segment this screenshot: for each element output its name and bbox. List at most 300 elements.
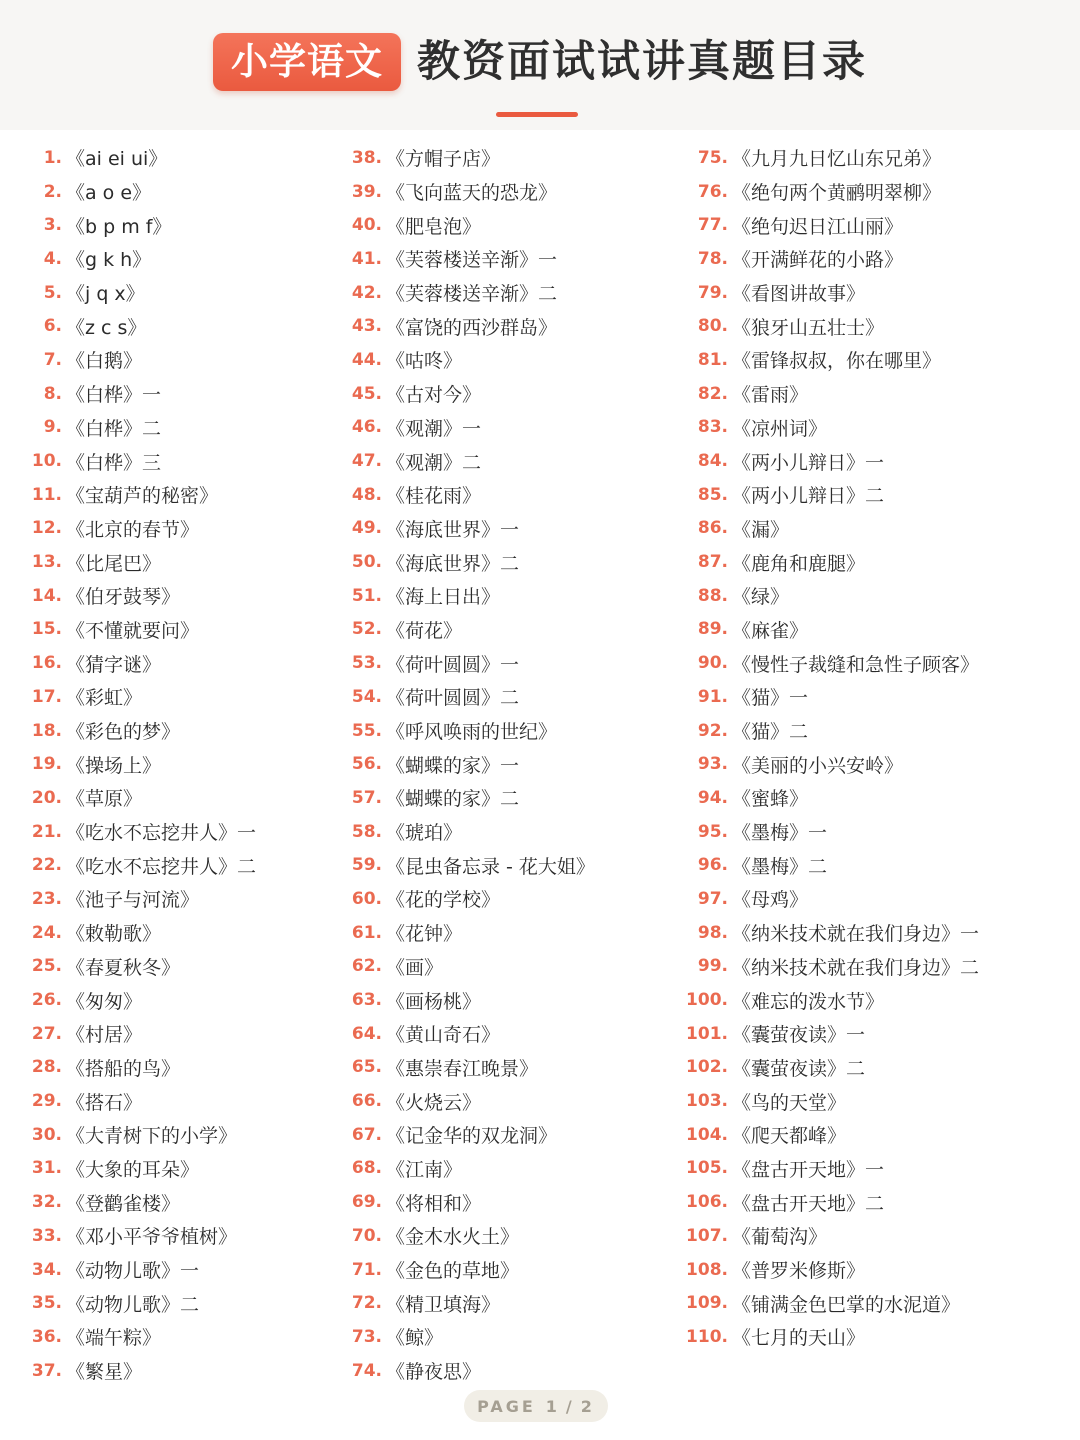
toc-item-number: 101. <box>686 1023 728 1044</box>
toc-item-number: 86. <box>697 518 728 539</box>
toc-item-title: 《金木水火土》 <box>386 1226 520 1249</box>
toc-item <box>680 680 979 714</box>
toc-item-number: 62. <box>351 956 382 977</box>
toc-item <box>24 343 256 377</box>
toc-item-title: 《村居》 <box>66 1024 143 1047</box>
toc-item-title: 《花的学校》 <box>386 889 501 912</box>
toc-item-title: 《操场上》 <box>66 754 162 777</box>
toc-item-title: 《邓小平爷爷植树》 <box>66 1226 238 1249</box>
toc-item-title: 《看图讲故事》 <box>732 283 866 306</box>
toc-item-number: 72. <box>351 1293 382 1314</box>
toc-item-number: 14. <box>31 585 62 606</box>
toc-item-title: 《鸟的天堂》 <box>732 1091 847 1114</box>
toc-item-title: 《猫》一 <box>732 687 809 710</box>
toc-item-number: 98. <box>697 922 728 943</box>
toc-item <box>24 613 256 647</box>
title-underline <box>496 112 578 117</box>
toc-item-number: 79. <box>697 282 728 303</box>
toc-item-title: 《狼牙山五壮士》 <box>732 316 885 339</box>
toc-item <box>680 1118 979 1152</box>
toc-item-number: 68. <box>351 1158 382 1179</box>
toc-item-number: 43. <box>351 316 382 337</box>
toc-item-number: 57. <box>351 787 382 808</box>
toc-item-title: 《搭石》 <box>66 1091 143 1114</box>
toc-item <box>680 579 979 613</box>
toc-item-title: 《火烧云》 <box>386 1091 482 1114</box>
toc-item <box>24 411 256 445</box>
toc-item <box>680 1084 979 1118</box>
toc-item-title: 《匆匆》 <box>66 990 143 1013</box>
toc-item-title: 《画杨桃》 <box>386 990 482 1013</box>
toc-item <box>680 478 979 512</box>
toc-item-title: 《大青树下的小学》 <box>66 1125 238 1148</box>
toc-item <box>340 309 595 343</box>
toc-item-title: 《咕咚》 <box>386 350 463 373</box>
toc-item-title: 《海上日出》 <box>386 586 501 609</box>
toc-item-number: 109. <box>686 1293 728 1314</box>
toc-item-number: 91. <box>697 686 728 707</box>
toc-item-number: 51. <box>351 585 382 606</box>
toc-item <box>340 882 595 916</box>
toc-item-number: 34. <box>31 1259 62 1280</box>
toc-item <box>24 377 256 411</box>
toc-item-number: 77. <box>697 215 728 236</box>
toc-item-title: 《j q x》 <box>66 283 145 306</box>
toc-item-number: 35. <box>31 1293 62 1314</box>
toc-column-3 <box>680 141 979 1354</box>
toc-item-title: 《观潮》二 <box>386 451 482 474</box>
toc-item <box>24 1152 256 1186</box>
toc-item-number: 90. <box>697 653 728 674</box>
toc-item-number: 46. <box>351 417 382 438</box>
toc-item <box>340 646 595 680</box>
toc-item-number: 83. <box>697 417 728 438</box>
toc-item-title: 《a o e》 <box>66 182 152 205</box>
toc-item-number: 4. <box>43 248 62 269</box>
page-label: PAGE <box>477 1396 536 1416</box>
toc-item-number: 22. <box>31 855 62 876</box>
toc-item-title: 《记金华的双龙洞》 <box>386 1125 558 1148</box>
toc-item-number: 18. <box>31 720 62 741</box>
toc-item-title: 《富饶的西沙群岛》 <box>386 316 558 339</box>
toc-item-title: 《两小儿辩日》一 <box>732 451 885 474</box>
toc-item <box>680 545 979 579</box>
toc-item-title: 《敕勒歌》 <box>66 923 162 946</box>
toc-item <box>340 478 595 512</box>
toc-item-number: 33. <box>31 1225 62 1246</box>
toc-item <box>24 141 256 175</box>
toc-item-number: 103. <box>686 1091 728 1112</box>
toc-item-number: 87. <box>697 552 728 573</box>
toc-item <box>24 242 256 276</box>
toc-item-title: 《黄山奇石》 <box>386 1024 501 1047</box>
toc-item <box>680 444 979 478</box>
toc-item-title: 《不懂就要问》 <box>66 619 200 642</box>
toc-item <box>24 983 256 1017</box>
toc-item-title: 《绝句迟日江山丽》 <box>732 215 904 238</box>
toc-item-title: 《静夜思》 <box>386 1361 482 1384</box>
toc-item <box>680 950 979 984</box>
toc-item <box>680 276 979 310</box>
toc-item <box>340 141 595 175</box>
toc-item-title: 《白鹅》 <box>66 350 143 373</box>
toc-item-title: 《g k h》 <box>66 249 152 272</box>
toc-item <box>24 1118 256 1152</box>
toc-item-number: 25. <box>31 956 62 977</box>
toc-item <box>340 411 595 445</box>
toc-item <box>24 208 256 242</box>
toc-item-title: 《端午粽》 <box>66 1327 162 1350</box>
toc-item-number: 107. <box>686 1225 728 1246</box>
page-title: 教资面试试讲真题目录 <box>417 37 867 87</box>
toc-item-number: 28. <box>31 1057 62 1078</box>
toc-item-title: 《方帽子店》 <box>386 148 501 171</box>
toc-item-number: 40. <box>351 215 382 236</box>
toc-item-title: 《囊萤夜读》二 <box>732 1057 866 1080</box>
page-total: 2 <box>580 1396 595 1416</box>
toc-item-title: 《琥珀》 <box>386 822 463 845</box>
toc-item-number: 44. <box>351 349 382 370</box>
toc-item-number: 30. <box>31 1124 62 1145</box>
toc-item <box>340 377 595 411</box>
toc-item-title: 《荷花》 <box>386 619 463 642</box>
toc-item-title: 《美丽的小兴安岭》 <box>732 754 904 777</box>
toc-item-title: 《飞向蓝天的恐龙》 <box>386 182 558 205</box>
toc-item-title: 《漏》 <box>732 518 790 541</box>
toc-item <box>680 411 979 445</box>
toc-item <box>680 1152 979 1186</box>
toc-item <box>340 983 595 1017</box>
toc-item <box>24 815 256 849</box>
toc-item-title: 《比尾巴》 <box>66 552 162 575</box>
toc-item <box>340 175 595 209</box>
toc-item-number: 9. <box>43 417 62 438</box>
toc-item <box>340 1051 595 1085</box>
toc-item-title: 《墨梅》一 <box>732 822 828 845</box>
toc-item <box>24 579 256 613</box>
toc-item-title: 《纳米技术就在我们身边》一 <box>732 923 980 946</box>
toc-item-title: 《两小儿辩日》二 <box>732 485 885 508</box>
toc-item-number: 108. <box>686 1259 728 1280</box>
toc-item-title: 《登鹳雀楼》 <box>66 1192 181 1215</box>
toc-item-title: 《绝句两个黄鹂明翠柳》 <box>732 182 942 205</box>
toc-item <box>680 1185 979 1219</box>
toc-item-title: 《动物儿歌》二 <box>66 1293 200 1316</box>
toc-item <box>24 276 256 310</box>
toc-item-number: 45. <box>351 383 382 404</box>
toc-item-title: 《池子与河流》 <box>66 889 200 912</box>
toc-item <box>340 1017 595 1051</box>
toc-item <box>340 714 595 748</box>
toc-item-number: 52. <box>351 619 382 640</box>
toc-item-number: 49. <box>351 518 382 539</box>
toc-item-title: 《墨梅》二 <box>732 855 828 878</box>
toc-item <box>680 646 979 680</box>
toc-item-number: 26. <box>31 990 62 1011</box>
toc-item-number: 12. <box>31 518 62 539</box>
toc-item-title: 《蜜蜂》 <box>732 788 809 811</box>
toc-item <box>680 882 979 916</box>
toc-item <box>680 613 979 647</box>
toc-item-number: 64. <box>351 1023 382 1044</box>
toc-item <box>340 1354 595 1388</box>
toc-item <box>680 916 979 950</box>
toc-item <box>680 377 979 411</box>
toc-item-title: 《凉州词》 <box>732 417 828 440</box>
toc-item-number: 96. <box>697 855 728 876</box>
toc-item <box>680 781 979 815</box>
toc-item-title: 《宝葫芦的秘密》 <box>66 485 219 508</box>
toc-item-number: 15. <box>31 619 62 640</box>
toc-item <box>680 208 979 242</box>
toc-item <box>24 512 256 546</box>
toc-item-title: 《古对今》 <box>386 384 482 407</box>
toc-item-number: 81. <box>697 349 728 370</box>
toc-item <box>680 983 979 1017</box>
toc-item-number: 3. <box>43 215 62 236</box>
toc-item-number: 39. <box>351 181 382 202</box>
toc-item <box>340 613 595 647</box>
toc-item-number: 70. <box>351 1225 382 1246</box>
toc-item <box>340 916 595 950</box>
toc-item-title: 《彩虹》 <box>66 687 143 710</box>
toc-item-number: 63. <box>351 990 382 1011</box>
toc-item-title: 《芙蓉楼送辛渐》二 <box>386 283 558 306</box>
toc-item <box>680 1320 979 1354</box>
toc-item <box>340 1286 595 1320</box>
toc-item <box>24 646 256 680</box>
toc-item <box>24 848 256 882</box>
toc-item-number: 80. <box>697 316 728 337</box>
toc-item <box>24 714 256 748</box>
toc-item <box>340 1320 595 1354</box>
toc-item-number: 54. <box>351 686 382 707</box>
toc-item <box>24 680 256 714</box>
toc-item-title: 《爬天都峰》 <box>732 1125 847 1148</box>
toc-item-title: 《七月的天山》 <box>732 1327 866 1350</box>
toc-item-number: 99. <box>697 956 728 977</box>
toc-item <box>680 1017 979 1051</box>
toc-item <box>680 141 979 175</box>
toc-item-title: 《北京的春节》 <box>66 518 200 541</box>
toc-item-title: 《绿》 <box>732 586 790 609</box>
toc-item-number: 31. <box>31 1158 62 1179</box>
toc-item-number: 58. <box>351 821 382 842</box>
toc-item-title: 《慢性子裁缝和急性子顾客》 <box>732 653 980 676</box>
toc-item-title: 《白桦》二 <box>66 417 162 440</box>
toc-item <box>340 950 595 984</box>
toc-item-number: 7. <box>43 349 62 370</box>
toc-item-number: 24. <box>31 922 62 943</box>
toc-item-number: 92. <box>697 720 728 741</box>
toc-item-number: 13. <box>31 552 62 573</box>
toc-column-2 <box>340 141 595 1387</box>
toc-item <box>680 815 979 849</box>
toc-item <box>24 882 256 916</box>
toc-item-title: 《z c s》 <box>66 316 147 339</box>
toc-item-title: 《鲸》 <box>386 1327 444 1350</box>
toc-item-number: 71. <box>351 1259 382 1280</box>
toc-item-number: 67. <box>351 1124 382 1145</box>
toc-item-title: 《海底世界》一 <box>386 518 520 541</box>
toc-item-number: 48. <box>351 484 382 505</box>
page-separator: / <box>565 1396 575 1416</box>
toc-item <box>340 1118 595 1152</box>
toc-item <box>24 781 256 815</box>
toc-item <box>340 781 595 815</box>
toc-item-number: 27. <box>31 1023 62 1044</box>
toc-item-number: 5. <box>43 282 62 303</box>
toc-item-title: 《蝴蝶的家》二 <box>386 788 520 811</box>
toc-item-title: 《雷雨》 <box>732 384 809 407</box>
toc-item-number: 38. <box>351 147 382 168</box>
toc-item <box>24 1084 256 1118</box>
toc-item <box>340 242 595 276</box>
toc-item <box>680 309 979 343</box>
toc-item-title: 《母鸡》 <box>732 889 809 912</box>
toc-item-title: 《惠崇春江晚景》 <box>386 1057 539 1080</box>
toc-item-title: 《昆虫备忘录 - 花大姐》 <box>386 855 595 878</box>
toc-item-title: 《海底世界》二 <box>386 552 520 575</box>
toc-item-number: 104. <box>686 1124 728 1145</box>
toc-item-title: 《盘古开天地》二 <box>732 1192 885 1215</box>
toc-item <box>680 1286 979 1320</box>
toc-item <box>24 1017 256 1051</box>
toc-item <box>680 343 979 377</box>
toc-item <box>340 276 595 310</box>
toc-item-title: 《画》 <box>386 956 444 979</box>
toc-item-number: 10. <box>31 451 62 472</box>
toc-item-title: 《白桦》三 <box>66 451 162 474</box>
toc-item-title: 《花钟》 <box>386 923 463 946</box>
toc-item-number: 106. <box>686 1192 728 1213</box>
toc-item-number: 97. <box>697 888 728 909</box>
toc-item-number: 1. <box>43 147 62 168</box>
toc-item-number: 59. <box>351 855 382 876</box>
subject-badge: 小学语文 <box>213 33 401 91</box>
toc-item <box>24 175 256 209</box>
toc-item-number: 82. <box>697 383 728 404</box>
toc-item <box>340 579 595 613</box>
toc-item-title: 《吃水不忘挖井人》二 <box>66 855 257 878</box>
toc-item-number: 84. <box>697 451 728 472</box>
toc-item <box>24 1051 256 1085</box>
toc-item <box>24 1286 256 1320</box>
toc-item-title: 《草原》 <box>66 788 143 811</box>
toc-item-title: 《b p m f》 <box>66 215 172 238</box>
toc-item-title: 《繁星》 <box>66 1361 143 1384</box>
toc-item <box>340 208 595 242</box>
toc-item-title: 《彩色的梦》 <box>66 721 181 744</box>
toc-item <box>24 747 256 781</box>
toc-item <box>340 1084 595 1118</box>
toc-item-number: 11. <box>31 484 62 505</box>
toc-item-number: 100. <box>686 990 728 1011</box>
toc-item-number: 60. <box>351 888 382 909</box>
toc-item-title: 《雷锋叔叔，你在哪里》 <box>732 350 942 373</box>
toc-column-1 <box>24 141 256 1387</box>
toc-item-title: 《肥皂泡》 <box>386 215 482 238</box>
toc-item-title: 《囊萤夜读》一 <box>732 1024 866 1047</box>
toc-item-number: 78. <box>697 248 728 269</box>
toc-item-title: 《盘古开天地》一 <box>732 1158 885 1181</box>
toc-item-title: 《纳米技术就在我们身边》二 <box>732 956 980 979</box>
toc-item-number: 6. <box>43 316 62 337</box>
toc-item-title: 《普罗米修斯》 <box>732 1260 866 1283</box>
toc-item-number: 17. <box>31 686 62 707</box>
toc-item-title: 《葡萄沟》 <box>732 1226 828 1249</box>
toc-item-title: 《吃水不忘挖井人》一 <box>66 822 257 845</box>
toc-item <box>24 1320 256 1354</box>
toc-item <box>24 916 256 950</box>
toc-item <box>24 1253 256 1287</box>
toc-item <box>680 242 979 276</box>
toc-item-number: 55. <box>351 720 382 741</box>
toc-item-title: 《江南》 <box>386 1158 463 1181</box>
toc-item-number: 95. <box>697 821 728 842</box>
toc-item-number: 66. <box>351 1091 382 1112</box>
toc-item-title: 《桂花雨》 <box>386 485 482 508</box>
toc-item-number: 65. <box>351 1057 382 1078</box>
toc-item <box>680 1253 979 1287</box>
toc-item-title: 《鹿角和鹿腿》 <box>732 552 866 575</box>
toc-item-number: 76. <box>697 181 728 202</box>
toc-item <box>340 747 595 781</box>
toc-item <box>340 1219 595 1253</box>
toc-item-title: 《白桦》一 <box>66 384 162 407</box>
toc-item-title: 《金色的草地》 <box>386 1260 520 1283</box>
toc-item-number: 47. <box>351 451 382 472</box>
toc-item-number: 29. <box>31 1091 62 1112</box>
toc-item-title: 《麻雀》 <box>732 619 809 642</box>
toc-item <box>680 512 979 546</box>
toc-item <box>24 1185 256 1219</box>
toc-item-title: 《动物儿歌》一 <box>66 1260 200 1283</box>
toc-item-number: 53. <box>351 653 382 674</box>
toc-item-number: 61. <box>351 922 382 943</box>
toc-item-title: 《开满鲜花的小路》 <box>732 249 904 272</box>
toc-item-title: 《搭船的鸟》 <box>66 1057 181 1080</box>
toc-item-number: 69. <box>351 1192 382 1213</box>
toc-item <box>340 343 595 377</box>
toc-item-number: 42. <box>351 282 382 303</box>
toc-item-title: 《九月九日忆山东兄弟》 <box>732 148 942 171</box>
toc-item <box>680 175 979 209</box>
toc-item-number: 93. <box>697 754 728 775</box>
toc-item-title: 《荷叶圆圆》一 <box>386 653 520 676</box>
toc-item <box>340 1185 595 1219</box>
page-indicator <box>464 1390 608 1422</box>
toc-item <box>24 309 256 343</box>
toc-item <box>340 512 595 546</box>
toc-item-number: 19. <box>31 754 62 775</box>
toc-item <box>340 1253 595 1287</box>
toc-item-title: 《ai ei ui》 <box>66 148 168 171</box>
toc-item-number: 73. <box>351 1326 382 1347</box>
toc-item-number: 21. <box>31 821 62 842</box>
toc-item-title: 《荷叶圆圆》二 <box>386 687 520 710</box>
toc-item-number: 74. <box>351 1360 382 1381</box>
toc-item <box>340 1152 595 1186</box>
toc-item <box>24 545 256 579</box>
page-current: 1 <box>545 1396 560 1416</box>
toc-item-number: 37. <box>31 1360 62 1381</box>
toc-item-title: 《铺满金色巴掌的水泥道》 <box>732 1293 961 1316</box>
toc-item-title: 《春夏秋冬》 <box>66 956 181 979</box>
toc-item <box>340 815 595 849</box>
toc-item-number: 32. <box>31 1192 62 1213</box>
toc-item-number: 41. <box>351 248 382 269</box>
